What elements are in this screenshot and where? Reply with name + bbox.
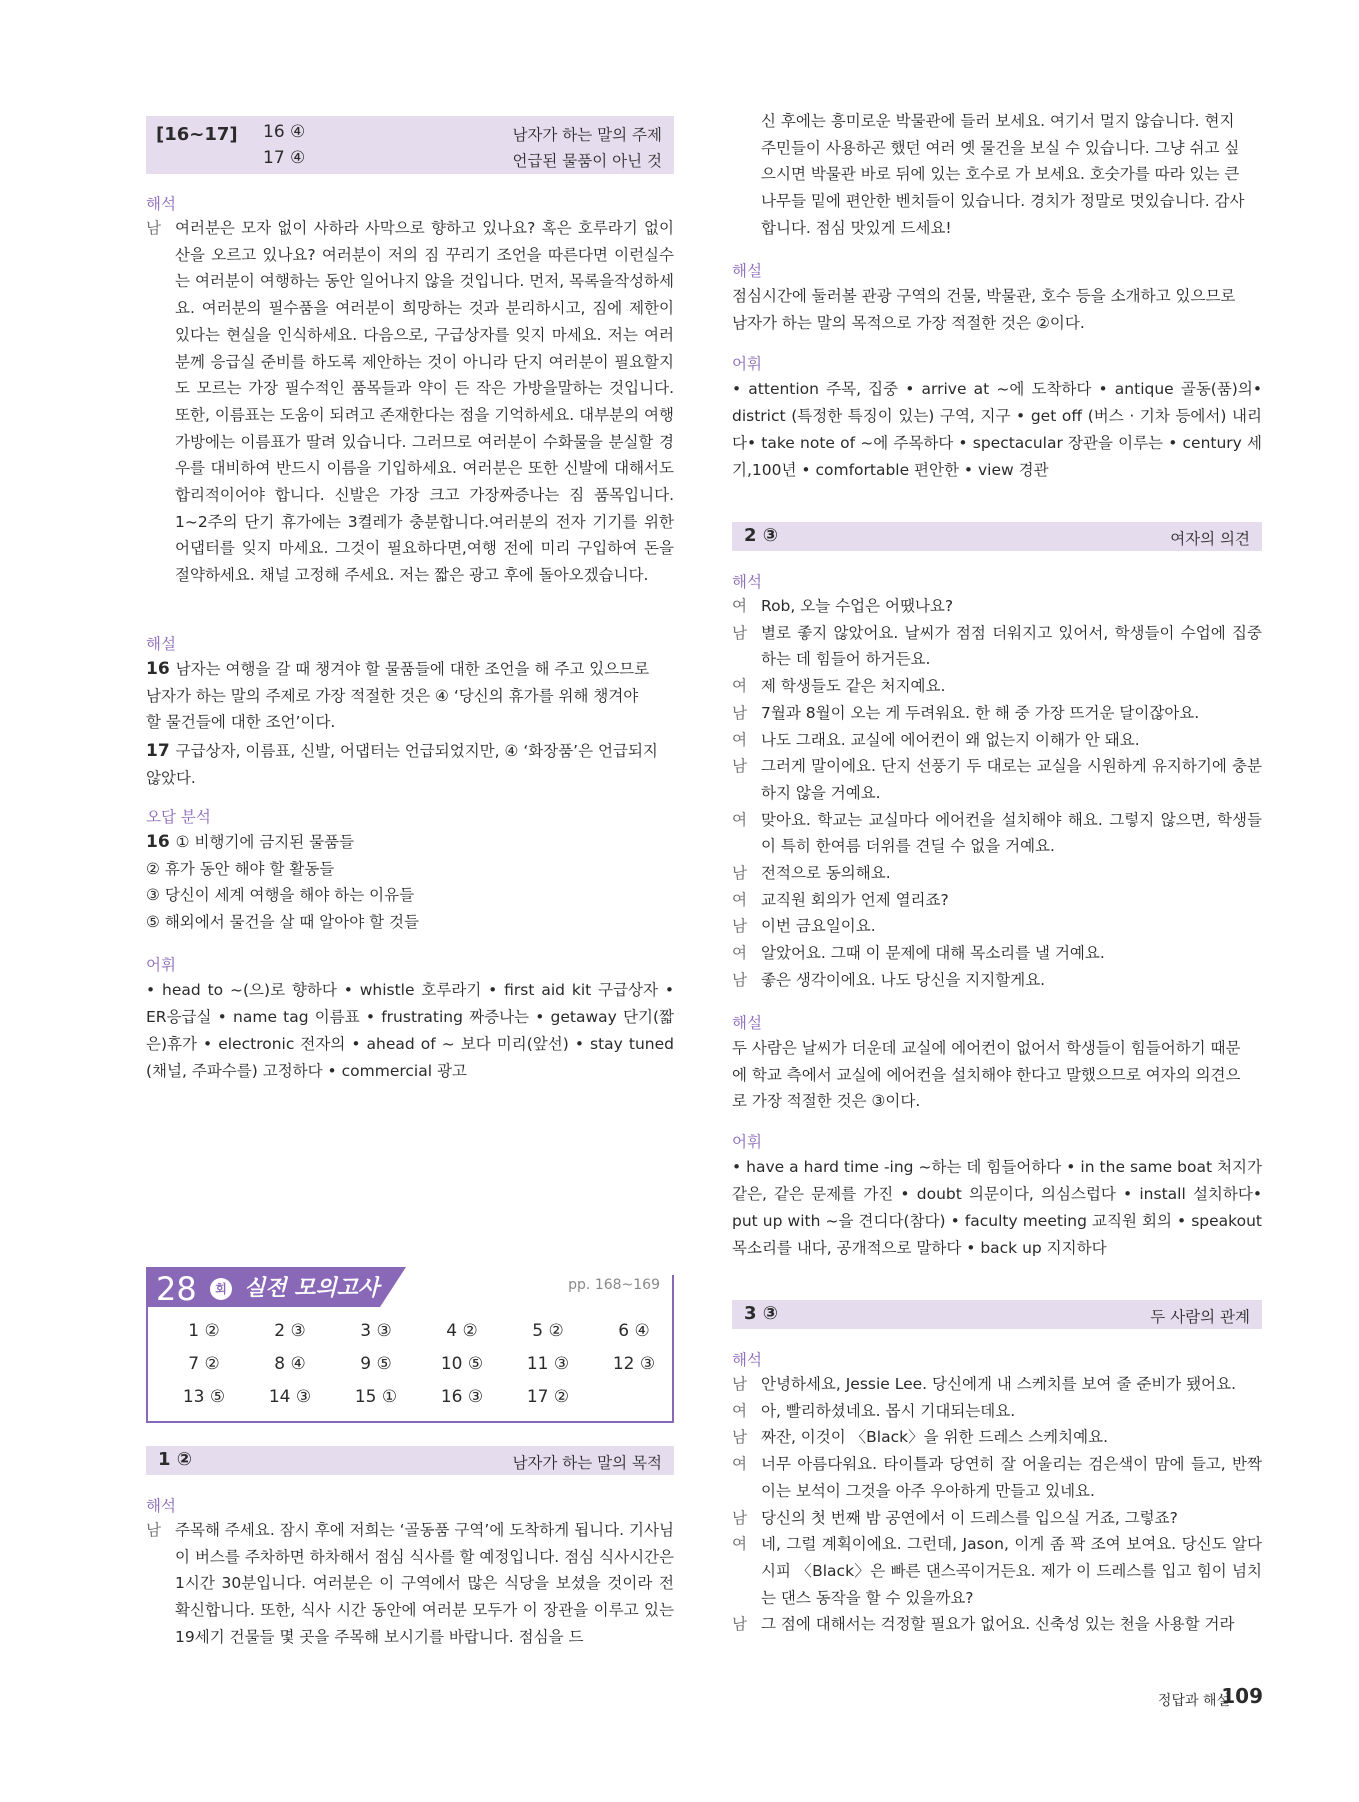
- dialog-line: 다시피 〈Black〉은 빠른 댄스곡이거든요. 제가 이 드레스를 입고 힘이 넘: [761, 1535, 1262, 1580]
- speech-line: 루고 있는 19세기 건물들 몇 곳을 주목해 보시기를 바랍니다. 점심을 드: [175, 1601, 674, 1646]
- speech-text: [175, 219, 674, 584]
- answer-cell: 9 ⑤: [360, 1354, 392, 1374]
- q2-vocab-label: 어휘: [732, 1133, 762, 1151]
- dialog-line: 그 점에 대해서는 걱정할 필요가 없어요. 신축성 있는 천을 사용할 거라: [761, 1615, 1235, 1634]
- vocab-line: • take note of ~에 주목하다 • spectacular 장관을 이루는 • century 세기,: [732, 433, 1262, 479]
- dialog-line: 안녕하세요, Jessie Lee. 당신에게 내 스케치를 보여 줄 준비가 됐어요.: [761, 1375, 1237, 1393]
- explanation-line: 남자가 하는 말의 주제로 가장 적절한 것은 ④ ‘당신의 휴가를 위해 챙겨야: [146, 686, 639, 705]
- speech-line: 은 또한 신발에 대해서도 합리적이어야 합니다. 신발은 가장 크고 가장: [175, 459, 674, 505]
- speech-line: 이 수화물을 분실할 경우를 대비하여 반드시 이름을 기입하세요. 여러분: [175, 432, 674, 478]
- mock-test-pages: pp. 168~169: [568, 1277, 660, 1293]
- speaker-label: 남: [732, 970, 747, 989]
- speech-line: 여러분은 모자 없이 사하라 사막으로 향하고 있나요? 혹은 호루라기 없: [175, 219, 660, 237]
- dialog-line: 네, 그럴 계획이에요. 그런데, Jason, 이게 좀 꽉 조여 보여요. 당신도 알: [761, 1535, 1248, 1554]
- speech-line: 작성하세요. 여러분의 필수품을 여러분이 희망하는 것과 분리하시고, 짐: [175, 272, 674, 318]
- answer-cell: 13 ⑤: [182, 1387, 226, 1407]
- dialog-turn: [732, 887, 1262, 914]
- haeseol-label: 해설: [146, 635, 176, 653]
- speech-line: 나무들 밑에 편안한 벤치들이 있습니다. 경치가 정말로 멋있습니다. 감사: [761, 192, 1245, 211]
- dialog-line: 좋은 생각이에요. 나도 당신을 지지할게요.: [761, 970, 1046, 989]
- dialog-turn: [732, 1371, 1262, 1398]
- dialog-turn: [732, 940, 1262, 967]
- explanation-16: [146, 656, 674, 736]
- header-1: [146, 1446, 674, 1475]
- header-3-answer: 3 ③: [744, 1303, 779, 1324]
- answer-cell: 17 ②: [526, 1387, 570, 1407]
- dialog-line: 제 학생들도 같은 처지예요.: [761, 677, 946, 696]
- dialog-line: 맞아요. 학교는 교실마다 에어컨을 설치해야 해요. 그렇지 않으면, 학생: [761, 810, 1248, 829]
- dialog-line: Rob, 오늘 수업은 어땠나요?: [761, 597, 954, 615]
- vocab-line: 같은, 같은 문제를 가진 • doubt 의문이다, 의심스럽다 • install 설치하다: [732, 1184, 1253, 1203]
- speech-line: 실수는 여러분이 여행하는 동안 일어나지 않을 것입니다. 먼저, 목록을: [175, 245, 674, 291]
- answer-cell: 11 ③: [526, 1354, 570, 1374]
- answer-17: 17 ④: [263, 148, 306, 168]
- header-3-topic: 두 사람의 관계: [1150, 1308, 1250, 1326]
- odap-options: [146, 829, 674, 936]
- answer-cell: 15 ①: [354, 1387, 398, 1407]
- answer-cell: 2 ③: [274, 1321, 306, 1341]
- vocab-line: 휴가 • electronic 전자의 • ahead of ~ 보다 미리(앞선) • stay tuned (채: [146, 1034, 674, 1080]
- vocab-line: • attention 주목, 집중 • arrive at ~에 도착하다 • antique 골동(품)의: [732, 380, 1253, 398]
- dialog-turn: [732, 1451, 1262, 1504]
- q3-dialog: [732, 1371, 1262, 1638]
- dialog-turn: [732, 1611, 1262, 1638]
- q1-explanation: [732, 283, 1262, 336]
- answer-cell: 3 ③: [360, 1321, 392, 1341]
- dialog-turn: [732, 700, 1262, 727]
- answer-cell: 12 ③: [612, 1354, 656, 1374]
- dialog-line: 7월과 8월이 오는 게 두려워요. 한 해 중 가장 뜨거운 달이잖아요.: [761, 703, 1200, 722]
- speech-line: 짜증나는 짐 품목입니다. 1~2주의 단기 휴가에는 3켤레가 충분합니다.: [175, 486, 675, 531]
- answer-16: 16 ④: [263, 122, 306, 142]
- speech-line: 시간은 1시간 30분입니다. 여러분은 이 구역에서 많은 식당을 보셨을 것: [175, 1547, 674, 1593]
- speaker-label: 여: [732, 1535, 747, 1554]
- answer-cell: 7 ②: [188, 1354, 220, 1374]
- dialog-turn: [732, 1531, 1262, 1611]
- answer-cell: 1 ②: [188, 1321, 220, 1341]
- explanation-line: ⑤ 해외에서 물건을 살 때 알아야 할 것들: [146, 913, 419, 932]
- speech-line: 여행 전에 미리 구입하여 돈을 절약하세요. 채널 고정해 주세요. 저는 짧: [175, 539, 674, 585]
- q1-vocab-label: 어휘: [732, 355, 762, 373]
- mock-test-answers: [146, 1267, 674, 1423]
- footer-label: 정답과 해설: [1157, 1693, 1230, 1709]
- q2-haeseol-label: 해설: [732, 1014, 762, 1032]
- header-16-17: [146, 116, 674, 174]
- header-range: [16~17]: [156, 124, 238, 145]
- header-1-topic: 남자가 하는 말의 목적: [512, 1454, 662, 1472]
- explanation-17: [146, 738, 674, 791]
- speaker-label: 남: [146, 219, 161, 237]
- dialog-line: 치는 댄스 동작을 할 수 있을까요?: [761, 1561, 1262, 1607]
- speaker-label: 남: [732, 1428, 747, 1447]
- explanation-line: 않았다.: [146, 768, 196, 787]
- dialog-line: 나도 그래요. 교실에 에어컨이 왜 없는지 이해가 안 돼요.: [761, 730, 1140, 749]
- speech-line: 이 산을 오르고 있나요? 여러분이 저의 짐 꾸리기 조언을 따른다면 이런: [175, 219, 674, 264]
- dialog-line: 짝이는 보석이 그것을 아주 우아하게 만들고 있네요.: [761, 1455, 1262, 1500]
- q1-speech-text: [175, 1521, 674, 1646]
- vocab-label: 어휘: [146, 956, 176, 974]
- explanation-line: 에 학교 측에서 교실에 에어컨을 설치해야 한다고 말했으므로 여자의 의견으: [732, 1065, 1241, 1084]
- q3-haeseok-label: 해석: [732, 1351, 762, 1369]
- dialog-turn: [732, 753, 1262, 806]
- answer-cell: 6 ④: [618, 1321, 650, 1341]
- dialog-turn: [732, 620, 1262, 673]
- vocab-line: 응급실 • name tag 이름표 • frustrating 짜증나는 • getaway 단기(짧은): [146, 1007, 674, 1053]
- dialog-line: 너무 아름다워요. 타이틀과 당연히 잘 어울리는 검은색이 맘에 들고, 반: [761, 1455, 1248, 1474]
- speaker-label: 여: [732, 1401, 747, 1420]
- speaker-label: 여: [732, 810, 747, 829]
- q1-speech-continued: [761, 108, 1262, 242]
- dialog-turn: [732, 593, 1262, 620]
- speech-line: 에 제한이 있다는 현실을 인식하세요. 다음으로, 구급상자를 잊지 마세: [175, 299, 674, 344]
- speaker-label: 여: [732, 944, 747, 963]
- dialog-turn: [732, 1398, 1262, 1425]
- q2-vocab: [732, 1154, 1262, 1262]
- vocab-line: • head to ~(으)로 향하다 • whistle 호루라기 • first aid kit 구급상자 • ER: [146, 981, 674, 1026]
- answer-cell: 5 ②: [532, 1321, 564, 1341]
- vocab-line: 널, 주파수를) 고정하다 • commercial 광고: [167, 1061, 467, 1080]
- dialog-line: 짜잔, 이것이 〈Black〉을 위한 드레스 스케치예요.: [761, 1428, 1108, 1447]
- dialog-line: 교직원 회의가 언제 열리죠?: [761, 890, 949, 909]
- q1-speaker: 남: [146, 1521, 161, 1539]
- explanation-line: ① 비행기에 금지된 물품들: [175, 833, 355, 851]
- explanation-17-num: 17: [146, 741, 170, 761]
- dialog-turn: [732, 807, 1262, 860]
- speech-line: 러분이 필요할지도 모르는 가장 필수적인 품목들과 약이 든 작은 가방을: [175, 352, 675, 398]
- explanation-line: 점심시간에 둘러볼 관광 구역의 건물, 박물관, 호수 등을 소개하고 있으므로: [732, 287, 1236, 305]
- answer-cell: 14 ③: [268, 1387, 312, 1407]
- speaker-label: 남: [732, 1615, 747, 1634]
- mock-test-number: 28: [156, 1270, 197, 1308]
- speaker-label: 남: [732, 864, 747, 883]
- dialog-line: 아, 빨리하셨네요. 몹시 기대되는데요.: [761, 1401, 1016, 1420]
- header-1-answer: 1 ②: [158, 1449, 193, 1470]
- explanation-line: 남자가 하는 말의 목적으로 가장 적절한 것은 ②이다.: [732, 313, 1085, 332]
- q1-haeseok-label: 해석: [146, 1497, 176, 1515]
- dialog-line: 그러게 말이에요. 단지 선풍기 두 대로는 교실을 시원하게 유지하기에 충: [761, 757, 1248, 776]
- page-number: 109: [1221, 1684, 1263, 1708]
- speech-line: 세요. 대부분의 여행 가방에는 이름표가 딸려 있습니다. 그러므로 여러분: [175, 405, 674, 451]
- dialog-turn: [732, 1505, 1262, 1532]
- speech-line: 이라 전 확신합니다. 또한, 식사 시간 동안에 여러분 모두가 이 장관을 이: [175, 1574, 674, 1620]
- q1-haeseol-label: 해설: [732, 262, 762, 280]
- answer-cell: 8 ④: [274, 1354, 306, 1374]
- answer-cell: 16 ③: [440, 1387, 484, 1407]
- explanation-line: 할 물건들에 대한 조언’이다.: [146, 713, 336, 732]
- explanation-17-text: [146, 742, 674, 791]
- explanation-line: 로 가장 적절한 것은 ③이다.: [732, 1092, 921, 1111]
- haeseok-label: 해석: [146, 195, 176, 213]
- dialog-line: 별로 좋지 않았어요. 날씨가 점점 더워지고 있어서, 학생들이 수업에 집: [761, 623, 1248, 642]
- speaker-label: 남: [732, 757, 747, 776]
- speaker-label: 남: [732, 1508, 747, 1527]
- speaker-label: 여: [732, 890, 747, 909]
- q1-vocab: [732, 376, 1262, 484]
- mock-test-hoe: 회: [210, 1278, 232, 1300]
- q2-dialog: [732, 593, 1262, 994]
- explanation-line: ③ 당신이 세계 여행을 해야 하는 이유들: [146, 886, 415, 905]
- vocab-line: • have a hard time -ing ~하는 데 힘들어하다 • in the same boat 처지가: [732, 1158, 1262, 1176]
- speaker-label: 남: [732, 623, 747, 642]
- speaker-label: 여: [732, 677, 747, 696]
- dialog-line: 분하지 않을 거예요.: [761, 757, 1262, 802]
- vocab-line: 100년 • comfortable 편안한 • view 경관: [751, 460, 1049, 479]
- odap-num: 16: [146, 832, 170, 852]
- answer-cell: 10 ⑤: [440, 1354, 484, 1374]
- header-2-topic: 여자의 의견: [1170, 530, 1250, 548]
- q2-explanation: [732, 1035, 1262, 1115]
- topic-16: 남자가 하는 말의 주제: [512, 126, 662, 144]
- vocab-line: out 목소리를 내다, 공개적으로 말하다 • back up 지지하다: [732, 1211, 1262, 1257]
- dialog-turn: [732, 727, 1262, 754]
- dialog-turn: [732, 913, 1262, 940]
- topic-17: 언급된 물품이 아닌 것: [512, 152, 662, 170]
- speaker-label: 남: [732, 1375, 747, 1393]
- speech-line: 님이 버스를 주차하면 하차해서 점심 식사를 할 예정입니다. 점심 식사: [175, 1521, 674, 1566]
- dialog-line: 전적으로 동의해요.: [761, 864, 891, 883]
- speech-line: 주목해 주세요. 잠시 후에 저희는 ‘골동품 구역’에 도착하게 됩니다. 기사: [175, 1521, 660, 1539]
- dialog-turn: [732, 860, 1262, 887]
- dialog-turn: [732, 967, 1262, 994]
- speech-line: 으시면 박물관 바로 뒤에 있는 호수로 가 보세요. 호숫가를 따라 있는 큰: [761, 165, 1240, 184]
- dialog-line: 당신의 첫 번째 밤 공연에서 이 드레스를 입으실 거죠, 그렇죠?: [761, 1508, 1178, 1527]
- dialog-line: 이번 금요일이요.: [761, 917, 876, 936]
- explanation-line: ② 휴가 동안 해야 할 활동들: [146, 859, 335, 878]
- odap-list: [146, 833, 674, 936]
- speech-line: 합니다. 점심 맛있게 드세요!: [761, 218, 952, 237]
- speaker-label: 여: [732, 597, 747, 615]
- mock-test-title: 실전 모의고사: [244, 1276, 380, 1301]
- answer-cell: 4 ②: [446, 1321, 478, 1341]
- speech-line: 요. 저는 여러분께 응급실 준비를 하도록 제안하는 것이 아니라 단지 여: [175, 325, 674, 371]
- speech-1617: [146, 215, 674, 589]
- header-2-answer: 2 ③: [744, 525, 779, 546]
- explanation-line: 구급상자, 이름표, 신발, 어댑터는 언급되었지만, ④ ‘화장품’은 언급되지: [175, 742, 658, 760]
- odap-label: 오답 분석: [146, 808, 211, 826]
- explanation-16-text: [146, 660, 674, 736]
- speech-line: 말하는 것입니다. 또한, 이름표는 도움이 되려고 존재한다는 점을 기억하: [175, 379, 674, 424]
- vocab-line: • put up with ~을 견디다(참다) • faculty meeting 교직원 회의 • speak: [732, 1184, 1262, 1230]
- dialog-line: 중하는 데 힘들어 하거든요.: [761, 623, 1262, 669]
- speaker-label: 남: [732, 703, 747, 722]
- dialog-line: 들이 특히 한여름 더위를 견딜 수 없을 거예요.: [761, 810, 1262, 856]
- explanation-line: 두 사람은 날씨가 더운데 교실에 에어컨이 없어서 학생들이 힘들어하기 때문: [732, 1039, 1241, 1057]
- explanation-line: 남자는 여행을 갈 때 챙겨야 할 물품들에 대한 조언을 해 주고 있으므로: [175, 660, 650, 678]
- explanation-16-num: 16: [146, 659, 170, 679]
- q2-haeseok-label: 해석: [732, 573, 762, 591]
- dialog-line: 알았어요. 그때 이 문제에 대해 목소리를 낼 거예요.: [761, 944, 1105, 963]
- speech-line: 여러분의 전자 기기를 위한 어댑터를 잊지 마세요. 그것이 필요하다면,: [175, 512, 674, 558]
- dialog-turn: [732, 1424, 1262, 1451]
- speech-line: 주민들이 사용하곤 했던 여러 옛 물건을 보실 수 있습니다. 그냥 쉬고 싶: [761, 138, 1240, 157]
- speaker-label: 여: [732, 1455, 747, 1474]
- vocab-1617: [146, 977, 674, 1085]
- dialog-turn: [732, 673, 1262, 700]
- vocab-line: • district (특정한 특징이 있는) 구역, 지구 • get off (버스 · 기차 등에서) 내리다: [732, 380, 1262, 452]
- header-2: [732, 522, 1262, 551]
- q1-speech: [146, 1517, 674, 1651]
- speaker-label: 여: [732, 730, 747, 749]
- speaker-label: 남: [732, 917, 747, 936]
- speech-line: 신 후에는 흥미로운 박물관에 들러 보세요. 여기서 멀지 않습니다. 현지: [761, 112, 1235, 130]
- header-3: [732, 1300, 1262, 1329]
- speech-line: 은 광고 후에 돌아오겠습니다.: [449, 566, 649, 585]
